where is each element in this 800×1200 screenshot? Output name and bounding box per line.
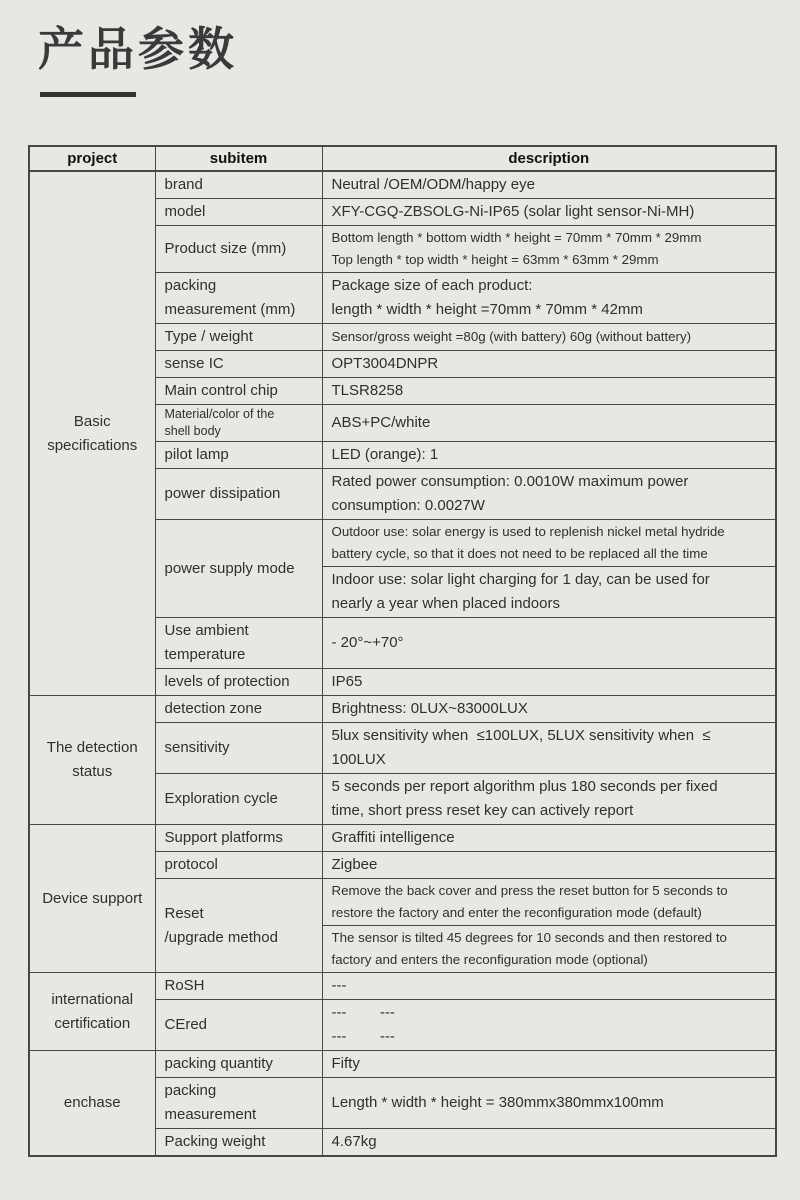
subitem-line: Support platforms (164, 829, 283, 846)
project-label-line: The detection (46, 739, 138, 756)
subitem-cell (155, 171, 322, 199)
description-cell (322, 226, 776, 273)
subitem-cell (155, 226, 322, 273)
description-cell (322, 669, 776, 696)
project-cell (29, 1051, 155, 1157)
description-cell (322, 405, 776, 442)
subitem-cell (155, 324, 322, 351)
description-line: Outdoor use: solar energy is used to replenish nickel metal hydride (331, 524, 725, 539)
description-line: - 20°~+70° (331, 634, 404, 651)
page-header (0, 0, 800, 97)
description-cell (322, 852, 776, 879)
description-line: --- --- (331, 1028, 395, 1045)
subitem-cell (155, 696, 322, 723)
subitem-line: RoSH (164, 977, 205, 994)
subitem-line: Material/color of the (164, 407, 275, 421)
description-line: time, short press reset key can actively report (331, 802, 634, 819)
subitem-line: Exploration cycle (164, 790, 278, 807)
description-cell (322, 199, 776, 226)
project-label-line: certification (54, 1014, 131, 1032)
description-cell (322, 324, 776, 351)
subitem-line: CEred (164, 1016, 208, 1033)
description-line: Indoor use: solar light charging for 1 day, can be used for (331, 571, 710, 588)
description-line: TLSR8258 (331, 382, 404, 399)
description-line: The sensor is tilted 45 degrees for 10 seconds and then restored to (331, 930, 727, 945)
subitem-line: Packing weight (164, 1133, 266, 1150)
subitem-cell (155, 879, 322, 973)
table-row (29, 973, 776, 1000)
description-cell (322, 879, 776, 926)
description-cell (322, 378, 776, 405)
subitem-cell (155, 378, 322, 405)
description-cell (322, 1078, 776, 1129)
subitem-line: levels of protection (164, 673, 290, 690)
table-row (29, 171, 776, 199)
description-line: OPT3004DNPR (331, 355, 439, 372)
description-line: factory and enters the reconfiguration mode (optional) (331, 952, 648, 967)
subitem-line: measurement (mm) (164, 301, 296, 318)
subitem-cell (155, 1078, 322, 1129)
description-line: Package size of each product: (331, 277, 533, 294)
description-cell (322, 696, 776, 723)
description-line: Graffiti intelligence (331, 829, 455, 846)
column-header-description: description (322, 146, 776, 171)
subitem-cell (155, 774, 322, 825)
description-line: IP65 (331, 673, 363, 690)
description-line: 5 seconds per report algorithm plus 180 seconds per fixed (331, 778, 718, 795)
description-cell (322, 273, 776, 324)
description-cell (322, 1129, 776, 1157)
project-label-line: international (51, 990, 134, 1008)
description-line: Brightness: 0LUX~83000LUX (331, 700, 528, 717)
subitem-cell (155, 618, 322, 669)
subitem-line: detection zone (164, 700, 263, 717)
description-cell (322, 351, 776, 378)
description-line: Length * width * height = 380mmx380mmx100mm (331, 1094, 664, 1111)
description-line: restore the factory and enter the reconfiguration mode (default) (331, 905, 702, 920)
subitem-line: Product size (mm) (164, 240, 287, 257)
description-line: ABS+PC/white (331, 414, 431, 431)
subitem-cell (155, 669, 322, 696)
description-cell (322, 1051, 776, 1078)
subitem-cell (155, 1129, 322, 1157)
table-row (29, 1051, 776, 1078)
column-header-subitem: subitem (155, 146, 322, 171)
subitem-cell (155, 825, 322, 852)
project-label-line: Basic (73, 412, 111, 430)
subitem-line: Reset (164, 904, 204, 922)
subitem-cell (155, 469, 322, 520)
subitem-line: packing (164, 277, 217, 294)
description-line: Sensor/gross weight =80g (with battery) 60g (without battery) (331, 329, 692, 344)
subitem-cell (155, 405, 322, 442)
description-line: consumption: 0.0027W (331, 497, 485, 514)
subitem-line: brand (164, 176, 203, 193)
description-cell (322, 973, 776, 1000)
subitem-line: Type / weight (164, 328, 253, 345)
description-line: --- (331, 977, 347, 994)
description-line: Fifty (331, 1055, 360, 1072)
subitem-line: power dissipation (164, 485, 281, 502)
subitem-line: Use ambient (164, 622, 249, 639)
description-line: Neutral /OEM/ODM/happy eye (331, 176, 535, 193)
subitem-line: model (164, 203, 206, 220)
description-line: --- --- (331, 1004, 395, 1021)
subitem-cell (155, 273, 322, 324)
subitem-line: sense IC (164, 355, 224, 372)
subitem-cell (155, 1051, 322, 1078)
project-cell (29, 973, 155, 1051)
subitem-cell (155, 852, 322, 879)
description-cell (322, 171, 776, 199)
project-cell (29, 825, 155, 973)
project-label-line: specifications (47, 436, 138, 454)
description-line: LED (orange): 1 (331, 446, 439, 463)
project-label-line: enchase (63, 1094, 121, 1111)
description-cell (322, 618, 776, 669)
subitem-line: packing quantity (164, 1055, 273, 1072)
subitem-cell (155, 723, 322, 774)
table-row (29, 696, 776, 723)
description-line: Rated power consumption: 0.0010W maximum power (331, 473, 689, 490)
subitem-cell (155, 199, 322, 226)
description-line: nearly a year when placed indoors (331, 595, 560, 612)
description-line: 100LUX (331, 751, 386, 768)
description-cell (322, 469, 776, 520)
subitem-line: protocol (164, 856, 218, 873)
description-cell (322, 774, 776, 825)
subitem-line: /upgrade method (164, 928, 278, 946)
subitem-cell (155, 442, 322, 469)
subitem-line: shell body (164, 424, 221, 438)
subitem-cell (155, 973, 322, 1000)
subitem-line: temperature (164, 646, 246, 663)
project-label-line: Device support (42, 889, 143, 907)
subitem-line: packing (164, 1082, 217, 1099)
project-cell (29, 171, 155, 696)
description-cell (322, 825, 776, 852)
description-line: Bottom length * bottom width * height = 70mm * 70mm * 29mm (331, 230, 702, 245)
page-title: 产品参数 (38, 23, 238, 75)
project-label-line: status (72, 763, 113, 780)
spec-table (28, 145, 777, 1157)
subitem-line: measurement (164, 1106, 257, 1123)
description-line: Remove the back cover and press the reset button for 5 seconds to (331, 883, 728, 898)
subitem-cell (155, 520, 322, 618)
description-cell (322, 723, 776, 774)
description-line: battery cycle, so that it does not need to be replaced all the time (331, 546, 708, 561)
description-cell (322, 926, 776, 973)
table-row (29, 825, 776, 852)
description-line: length * width * height =70mm * 70mm * 42mm (331, 301, 643, 318)
description-cell (322, 1000, 776, 1051)
subitem-line: pilot lamp (164, 446, 229, 463)
description-cell (322, 442, 776, 469)
description-line: 5lux sensitivity when ≤100LUX, 5LUX sensitivity when ≤ (331, 727, 711, 744)
description-line: 4.67kg (331, 1133, 377, 1150)
project-cell (29, 696, 155, 825)
column-header-project: project (29, 146, 155, 171)
description-cell (322, 520, 776, 567)
title-underline (40, 92, 136, 97)
subitem-line: power supply mode (164, 559, 295, 577)
subitem-line: sensitivity (164, 739, 230, 756)
table-header-row (29, 146, 776, 171)
subitem-cell (155, 351, 322, 378)
subitem-line: Main control chip (164, 382, 278, 399)
description-line: Zigbee (331, 856, 378, 873)
description-line: XFY-CGQ-ZBSOLG-Ni-IP65 (solar light sensor-Ni-MH) (331, 203, 695, 220)
description-line: Top length * top width * height = 63mm * 63mm * 29mm (331, 252, 659, 267)
description-cell (322, 567, 776, 618)
subitem-cell (155, 1000, 322, 1051)
